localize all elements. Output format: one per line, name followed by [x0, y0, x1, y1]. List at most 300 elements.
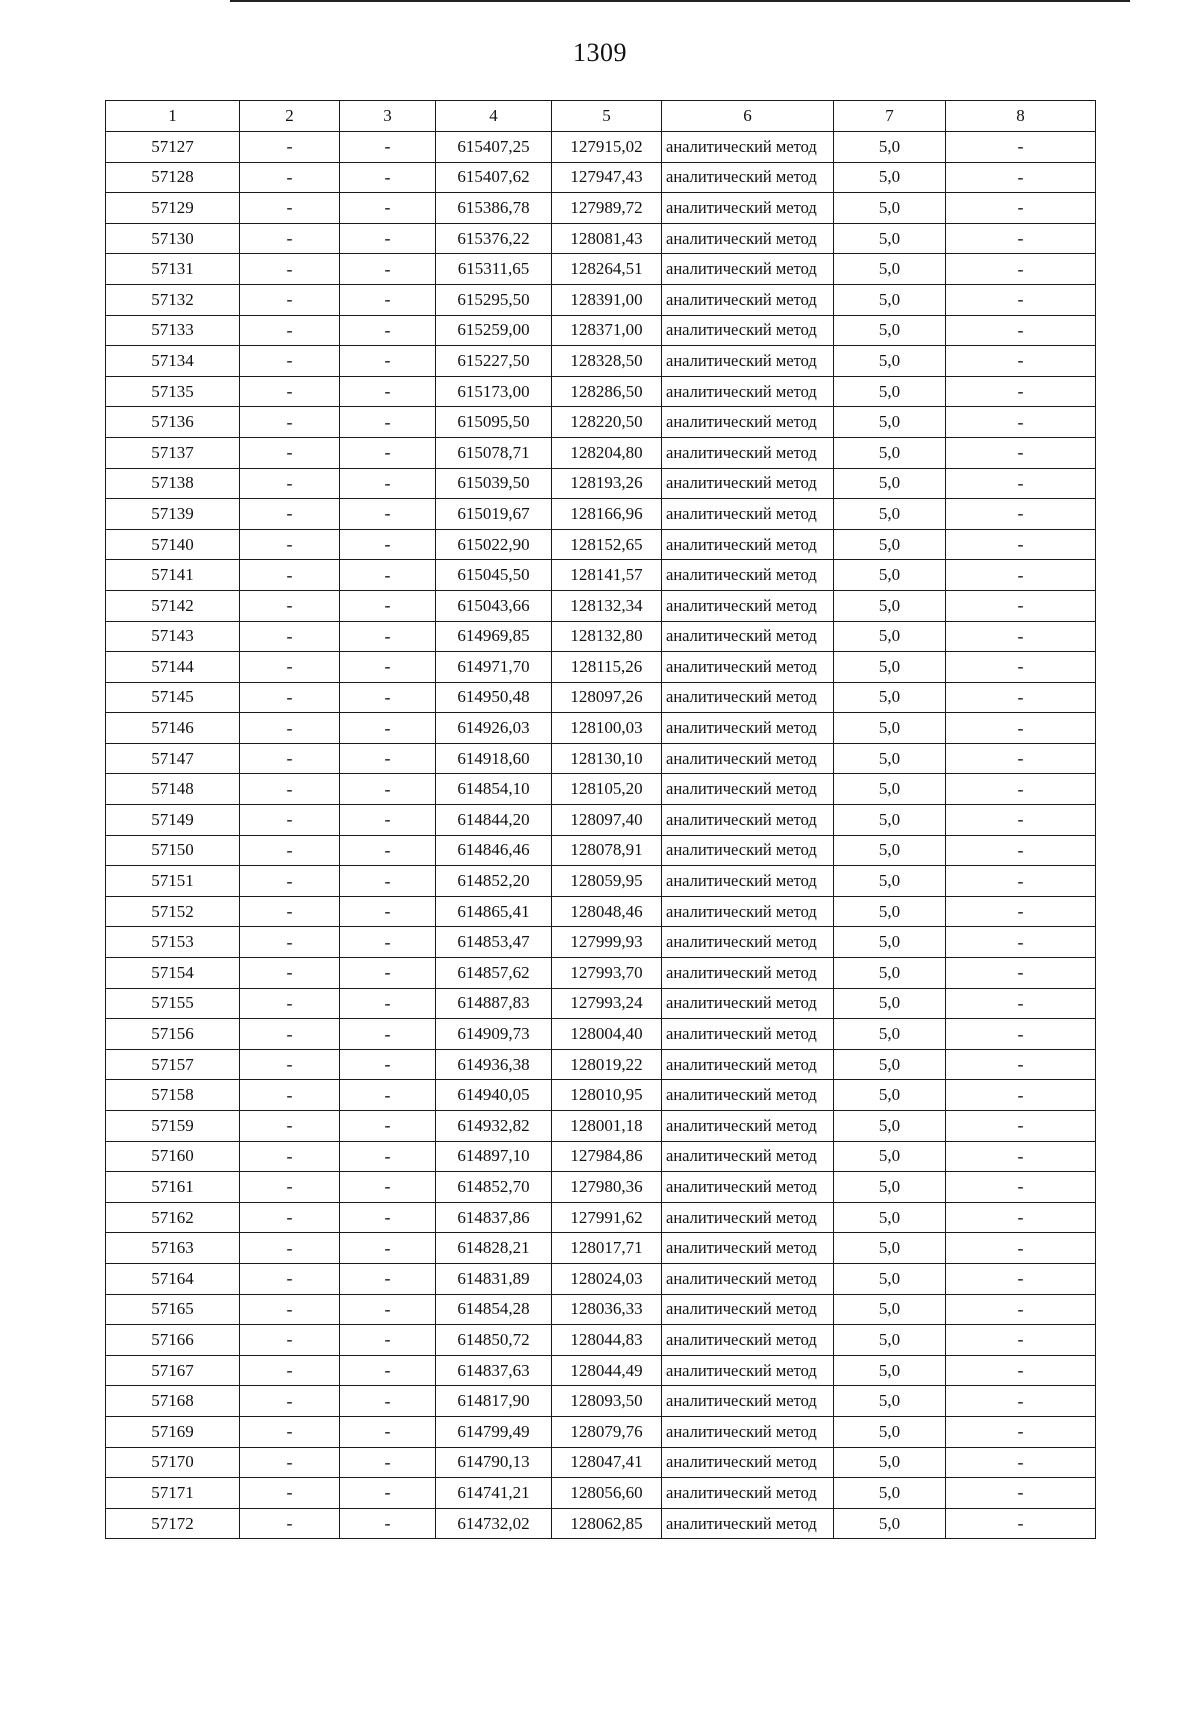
table-cell-col-6: аналитический метод: [662, 1172, 834, 1203]
table-cell-col-7: 5,0: [834, 1355, 946, 1386]
table-cell-col-1: 57155: [106, 988, 240, 1019]
table-cell-col-2: -: [240, 254, 340, 285]
table-cell-col-6: аналитический метод: [662, 1111, 834, 1142]
table-cell-col-5: 128204,80: [552, 437, 662, 468]
table-cell-col-8: -: [946, 407, 1096, 438]
table-row: [106, 254, 1096, 285]
table-body: [106, 132, 1096, 1539]
table-cell-col-8: -: [946, 988, 1096, 1019]
table-row: [106, 1294, 1096, 1325]
table-cell-col-2: -: [240, 162, 340, 193]
table-cell-col-8: -: [946, 866, 1096, 897]
table-row: [106, 223, 1096, 254]
table-cell-col-4: 615407,25: [436, 132, 552, 163]
table-cell-col-5: 128220,50: [552, 407, 662, 438]
table-cell-col-2: -: [240, 376, 340, 407]
table-cell-col-4: 615386,78: [436, 193, 552, 224]
table-cell-col-5: 128093,50: [552, 1386, 662, 1417]
table-cell-col-8: -: [946, 1416, 1096, 1447]
table-cell-col-8: -: [946, 1080, 1096, 1111]
table-cell-col-6: аналитический метод: [662, 376, 834, 407]
table-cell-col-6: аналитический метод: [662, 499, 834, 530]
table-cell-col-3: -: [340, 590, 436, 621]
table-cell-col-4: 614831,89: [436, 1263, 552, 1294]
table-cell-col-4: 614857,62: [436, 958, 552, 989]
table-cell-col-8: -: [946, 958, 1096, 989]
table-cell-col-7: 5,0: [834, 1172, 946, 1203]
table-cell-col-5: 128062,85: [552, 1508, 662, 1539]
table-cell-col-4: 615095,50: [436, 407, 552, 438]
table-cell-col-2: -: [240, 437, 340, 468]
table-cell-col-8: -: [946, 1508, 1096, 1539]
table-row: [106, 468, 1096, 499]
table-cell-col-1: 57149: [106, 805, 240, 836]
table-cell-col-4: 614799,49: [436, 1416, 552, 1447]
table-cell-col-4: 614971,70: [436, 652, 552, 683]
table-cell-col-5: 128001,18: [552, 1111, 662, 1142]
table-cell-col-2: -: [240, 1141, 340, 1172]
table-cell-col-7: 5,0: [834, 743, 946, 774]
table-row: [106, 1019, 1096, 1050]
table-cell-col-3: -: [340, 284, 436, 315]
table-cell-col-1: 57147: [106, 743, 240, 774]
table-cell-col-3: -: [340, 1111, 436, 1142]
table-cell-col-6: аналитический метод: [662, 1355, 834, 1386]
table-cell-col-6: аналитический метод: [662, 1294, 834, 1325]
table-cell-col-7: 5,0: [834, 407, 946, 438]
table-cell-col-8: -: [946, 1447, 1096, 1478]
table-cell-col-6: аналитический метод: [662, 437, 834, 468]
table-cell-col-8: -: [946, 1202, 1096, 1233]
table-cell-col-2: -: [240, 223, 340, 254]
table-cell-col-1: 57156: [106, 1019, 240, 1050]
table-cell-col-2: -: [240, 1202, 340, 1233]
table-cell-col-2: -: [240, 682, 340, 713]
table-cell-col-3: -: [340, 774, 436, 805]
table-cell-col-1: 57134: [106, 346, 240, 377]
table-cell-col-7: 5,0: [834, 162, 946, 193]
table-cell-col-6: аналитический метод: [662, 1233, 834, 1264]
table-cell-col-2: -: [240, 866, 340, 897]
table-cell-col-4: 614844,20: [436, 805, 552, 836]
table-cell-col-3: -: [340, 1141, 436, 1172]
table-row: [106, 1202, 1096, 1233]
table-row: [106, 713, 1096, 744]
table-cell-col-6: аналитический метод: [662, 223, 834, 254]
table-cell-col-1: 57144: [106, 652, 240, 683]
table-cell-col-3: -: [340, 499, 436, 530]
table-row: [106, 346, 1096, 377]
table-cell-col-6: аналитический метод: [662, 1049, 834, 1080]
table-cell-col-5: 128097,26: [552, 682, 662, 713]
table-cell-col-6: аналитический метод: [662, 529, 834, 560]
table-cell-col-3: -: [340, 1202, 436, 1233]
table-row: [106, 560, 1096, 591]
table-cell-col-1: 57136: [106, 407, 240, 438]
table-cell-col-2: -: [240, 1172, 340, 1203]
table-cell-col-6: аналитический метод: [662, 866, 834, 897]
table-cell-col-3: -: [340, 437, 436, 468]
table-row: [106, 805, 1096, 836]
table-cell-col-4: 615295,50: [436, 284, 552, 315]
table-cell-col-1: 57145: [106, 682, 240, 713]
table-cell-col-7: 5,0: [834, 1294, 946, 1325]
table-cell-col-6: аналитический метод: [662, 835, 834, 866]
table-cell-col-5: 128193,26: [552, 468, 662, 499]
table-row: [106, 1141, 1096, 1172]
table-cell-col-8: -: [946, 927, 1096, 958]
page-number: 1309: [573, 38, 627, 67]
table-row: [106, 866, 1096, 897]
table-cell-col-3: -: [340, 988, 436, 1019]
table-cell-col-8: -: [946, 1019, 1096, 1050]
table-cell-col-3: -: [340, 958, 436, 989]
table-cell-col-6: аналитический метод: [662, 713, 834, 744]
table-cell-col-7: 5,0: [834, 958, 946, 989]
table-cell-col-8: -: [946, 1141, 1096, 1172]
table-cell-col-5: 128097,40: [552, 805, 662, 836]
table-row: [106, 499, 1096, 530]
table-cell-col-4: 614936,38: [436, 1049, 552, 1080]
table-row: [106, 958, 1096, 989]
table-cell-col-8: -: [946, 590, 1096, 621]
table-cell-col-8: -: [946, 162, 1096, 193]
table-cell-col-4: 614846,46: [436, 835, 552, 866]
table-cell-col-3: -: [340, 407, 436, 438]
table-cell-col-5: 128036,33: [552, 1294, 662, 1325]
table-cell-col-6: аналитический метод: [662, 1141, 834, 1172]
table-cell-col-5: 128047,41: [552, 1447, 662, 1478]
table-cell-col-1: 57140: [106, 529, 240, 560]
table-cell-col-5: 128100,03: [552, 713, 662, 744]
table-cell-col-6: аналитический метод: [662, 1416, 834, 1447]
table-cell-col-4: 615173,00: [436, 376, 552, 407]
table-cell-col-3: -: [340, 1263, 436, 1294]
header-col-5: 5: [552, 101, 662, 132]
table-cell-col-2: -: [240, 529, 340, 560]
table-cell-col-3: -: [340, 1233, 436, 1264]
table-cell-col-5: 128019,22: [552, 1049, 662, 1080]
table-cell-col-5: 128048,46: [552, 896, 662, 927]
table-cell-col-1: 57161: [106, 1172, 240, 1203]
table-cell-col-4: 614865,41: [436, 896, 552, 927]
table-cell-col-5: 128024,03: [552, 1263, 662, 1294]
table-cell-col-2: -: [240, 1111, 340, 1142]
table-cell-col-6: аналитический метод: [662, 927, 834, 958]
table-cell-col-6: аналитический метод: [662, 621, 834, 652]
table-cell-col-3: -: [340, 223, 436, 254]
table-cell-col-1: 57139: [106, 499, 240, 530]
table-cell-col-6: аналитический метод: [662, 805, 834, 836]
table-cell-col-4: 614854,10: [436, 774, 552, 805]
table-cell-col-5: 128044,83: [552, 1325, 662, 1356]
table-cell-col-4: 614741,21: [436, 1478, 552, 1509]
table-cell-col-2: -: [240, 774, 340, 805]
table-cell-col-3: -: [340, 346, 436, 377]
table-cell-col-2: -: [240, 1080, 340, 1111]
table-cell-col-5: 128132,80: [552, 621, 662, 652]
table-cell-col-8: -: [946, 805, 1096, 836]
table-cell-col-4: 614940,05: [436, 1080, 552, 1111]
table-cell-col-3: -: [340, 805, 436, 836]
table-cell-col-8: -: [946, 774, 1096, 805]
table-row: [106, 162, 1096, 193]
table-cell-col-8: -: [946, 682, 1096, 713]
table-cell-col-7: 5,0: [834, 682, 946, 713]
table-cell-col-3: -: [340, 193, 436, 224]
table-row: [106, 1325, 1096, 1356]
table-cell-col-7: 5,0: [834, 652, 946, 683]
table-row: [106, 376, 1096, 407]
table-cell-col-2: -: [240, 621, 340, 652]
table-cell-col-3: -: [340, 132, 436, 163]
table-cell-col-2: -: [240, 560, 340, 591]
table-cell-col-3: -: [340, 1508, 436, 1539]
table-cell-col-1: 57150: [106, 835, 240, 866]
table-cell-col-5: 127993,70: [552, 958, 662, 989]
table-cell-col-6: аналитический метод: [662, 132, 834, 163]
table-cell-col-4: 614852,20: [436, 866, 552, 897]
table-cell-col-5: 128004,40: [552, 1019, 662, 1050]
table-cell-col-8: -: [946, 560, 1096, 591]
table-cell-col-1: 57166: [106, 1325, 240, 1356]
table-cell-col-3: -: [340, 896, 436, 927]
table-cell-col-2: -: [240, 1386, 340, 1417]
table-cell-col-7: 5,0: [834, 988, 946, 1019]
table-cell-col-2: -: [240, 1019, 340, 1050]
table-cell-col-3: -: [340, 162, 436, 193]
table-row: [106, 437, 1096, 468]
table-cell-col-3: -: [340, 1080, 436, 1111]
table-cell-col-3: -: [340, 927, 436, 958]
table-row: [106, 590, 1096, 621]
table-cell-col-8: -: [946, 223, 1096, 254]
table-cell-col-7: 5,0: [834, 1508, 946, 1539]
table-cell-col-3: -: [340, 743, 436, 774]
table-cell-col-5: 127980,36: [552, 1172, 662, 1203]
table-cell-col-2: -: [240, 1049, 340, 1080]
table-cell-col-4: 614909,73: [436, 1019, 552, 1050]
table-cell-col-3: -: [340, 621, 436, 652]
header-row: [106, 101, 1096, 132]
table-cell-col-7: 5,0: [834, 437, 946, 468]
table-row: [106, 682, 1096, 713]
table-cell-col-7: 5,0: [834, 1447, 946, 1478]
table-cell-col-1: 57129: [106, 193, 240, 224]
table-cell-col-7: 5,0: [834, 529, 946, 560]
table-cell-col-3: -: [340, 1049, 436, 1080]
table-cell-col-7: 5,0: [834, 866, 946, 897]
table-cell-col-3: -: [340, 652, 436, 683]
table-cell-col-3: -: [340, 376, 436, 407]
table-cell-col-1: 57137: [106, 437, 240, 468]
table-cell-col-2: -: [240, 652, 340, 683]
table-cell-col-8: -: [946, 1478, 1096, 1509]
table-cell-col-2: -: [240, 1294, 340, 1325]
table-cell-col-2: -: [240, 988, 340, 1019]
table-cell-col-3: -: [340, 713, 436, 744]
table-cell-col-7: 5,0: [834, 805, 946, 836]
coordinates-table: [105, 100, 1096, 1539]
table-cell-col-5: 127999,93: [552, 927, 662, 958]
table-cell-col-5: 127915,02: [552, 132, 662, 163]
table-cell-col-3: -: [340, 866, 436, 897]
table-cell-col-8: -: [946, 376, 1096, 407]
table-cell-col-5: 128391,00: [552, 284, 662, 315]
table-cell-col-6: аналитический метод: [662, 560, 834, 591]
table-cell-col-4: 614932,82: [436, 1111, 552, 1142]
table-cell-col-1: 57133: [106, 315, 240, 346]
table-cell-col-1: 57151: [106, 866, 240, 897]
table-row: [106, 896, 1096, 927]
table-cell-col-1: 57153: [106, 927, 240, 958]
table-cell-col-1: 57154: [106, 958, 240, 989]
table-cell-col-5: 127991,62: [552, 1202, 662, 1233]
table-cell-col-8: -: [946, 254, 1096, 285]
table-cell-col-2: -: [240, 590, 340, 621]
table-cell-col-8: -: [946, 835, 1096, 866]
table-cell-col-2: -: [240, 284, 340, 315]
table-cell-col-3: -: [340, 529, 436, 560]
table-cell-col-5: 128328,50: [552, 346, 662, 377]
table-cell-col-2: -: [240, 1263, 340, 1294]
table-cell-col-3: -: [340, 835, 436, 866]
table-cell-col-8: -: [946, 468, 1096, 499]
table-cell-col-4: 615259,00: [436, 315, 552, 346]
table-cell-col-1: 57169: [106, 1416, 240, 1447]
table-cell-col-4: 615022,90: [436, 529, 552, 560]
table-row: [106, 132, 1096, 163]
table-cell-col-5: 128141,57: [552, 560, 662, 591]
table-cell-col-5: 128115,26: [552, 652, 662, 683]
table-cell-col-7: 5,0: [834, 468, 946, 499]
table-cell-col-2: -: [240, 468, 340, 499]
table-cell-col-7: 5,0: [834, 1386, 946, 1417]
table-cell-col-1: 57165: [106, 1294, 240, 1325]
table-cell-col-5: 128044,49: [552, 1355, 662, 1386]
table-cell-col-2: -: [240, 193, 340, 224]
table-cell-col-3: -: [340, 682, 436, 713]
table-cell-col-2: -: [240, 499, 340, 530]
table-cell-col-4: 614853,47: [436, 927, 552, 958]
table-cell-col-2: -: [240, 1508, 340, 1539]
table-row: [106, 621, 1096, 652]
table-cell-col-1: 57135: [106, 376, 240, 407]
table-row: [106, 1508, 1096, 1539]
table-row: [106, 1416, 1096, 1447]
table-row: [106, 407, 1096, 438]
table-row: [106, 835, 1096, 866]
table-cell-col-7: 5,0: [834, 1080, 946, 1111]
table-cell-col-2: -: [240, 958, 340, 989]
table-cell-col-8: -: [946, 193, 1096, 224]
table-cell-col-5: 128079,76: [552, 1416, 662, 1447]
table-row: [106, 743, 1096, 774]
table-cell-col-7: 5,0: [834, 284, 946, 315]
table-cell-col-1: 57127: [106, 132, 240, 163]
table-cell-col-6: аналитический метод: [662, 346, 834, 377]
table-cell-col-5: 128130,10: [552, 743, 662, 774]
header-col-6: 6: [662, 101, 834, 132]
table-cell-col-6: аналитический метод: [662, 284, 834, 315]
table-cell-col-8: -: [946, 499, 1096, 530]
table-cell-col-6: аналитический метод: [662, 1478, 834, 1509]
table-cell-col-4: 615376,22: [436, 223, 552, 254]
table-row: [106, 1111, 1096, 1142]
table-cell-col-2: -: [240, 927, 340, 958]
table-cell-col-7: 5,0: [834, 590, 946, 621]
table-cell-col-4: 614852,70: [436, 1172, 552, 1203]
table-cell-col-1: 57130: [106, 223, 240, 254]
table-cell-col-4: 614887,83: [436, 988, 552, 1019]
table-cell-col-1: 57143: [106, 621, 240, 652]
table-cell-col-4: 615043,66: [436, 590, 552, 621]
table-cell-col-8: -: [946, 1049, 1096, 1080]
table-row: [106, 529, 1096, 560]
table-row: [106, 315, 1096, 346]
table-row: [106, 774, 1096, 805]
table-cell-col-6: аналитический метод: [662, 1386, 834, 1417]
table-cell-col-2: -: [240, 1325, 340, 1356]
table-cell-col-4: 614897,10: [436, 1141, 552, 1172]
header-col-1: 1: [106, 101, 240, 132]
table-cell-col-4: 614854,28: [436, 1294, 552, 1325]
table-cell-col-4: 615045,50: [436, 560, 552, 591]
table-row: [106, 1263, 1096, 1294]
table-cell-col-7: 5,0: [834, 896, 946, 927]
table-cell-col-2: -: [240, 1478, 340, 1509]
table-cell-col-1: 57168: [106, 1386, 240, 1417]
table-row: [106, 1447, 1096, 1478]
table-cell-col-7: 5,0: [834, 193, 946, 224]
header-col-4: 4: [436, 101, 552, 132]
table-cell-col-1: 57138: [106, 468, 240, 499]
table-cell-col-4: 614837,86: [436, 1202, 552, 1233]
table-cell-col-3: -: [340, 1386, 436, 1417]
table-cell-col-8: -: [946, 743, 1096, 774]
table-cell-col-6: аналитический метод: [662, 958, 834, 989]
table-cell-col-2: -: [240, 346, 340, 377]
header-col-2: 2: [240, 101, 340, 132]
table-cell-col-2: -: [240, 805, 340, 836]
table-cell-col-2: -: [240, 896, 340, 927]
table-cell-col-1: 57160: [106, 1141, 240, 1172]
table-cell-col-2: -: [240, 407, 340, 438]
table-cell-col-8: -: [946, 652, 1096, 683]
table-cell-col-1: 57164: [106, 1263, 240, 1294]
top-rule: [230, 0, 1130, 2]
table-cell-col-7: 5,0: [834, 1111, 946, 1142]
table-cell-col-8: -: [946, 1294, 1096, 1325]
table-cell-col-5: 127989,72: [552, 193, 662, 224]
table-cell-col-1: 57128: [106, 162, 240, 193]
table-cell-col-4: 614850,72: [436, 1325, 552, 1356]
table-cell-col-7: 5,0: [834, 1233, 946, 1264]
table-cell-col-7: 5,0: [834, 774, 946, 805]
table-cell-col-4: 615019,67: [436, 499, 552, 530]
table-cell-col-1: 57152: [106, 896, 240, 927]
table-cell-col-4: 614732,02: [436, 1508, 552, 1539]
table-cell-col-4: 614926,03: [436, 713, 552, 744]
table-cell-col-7: 5,0: [834, 927, 946, 958]
table-cell-col-6: аналитический метод: [662, 193, 834, 224]
table-cell-col-8: -: [946, 1355, 1096, 1386]
table-cell-col-3: -: [340, 1019, 436, 1050]
table-cell-col-7: 5,0: [834, 346, 946, 377]
table-cell-col-1: 57146: [106, 713, 240, 744]
table-row: [106, 1233, 1096, 1264]
header-col-3: 3: [340, 101, 436, 132]
